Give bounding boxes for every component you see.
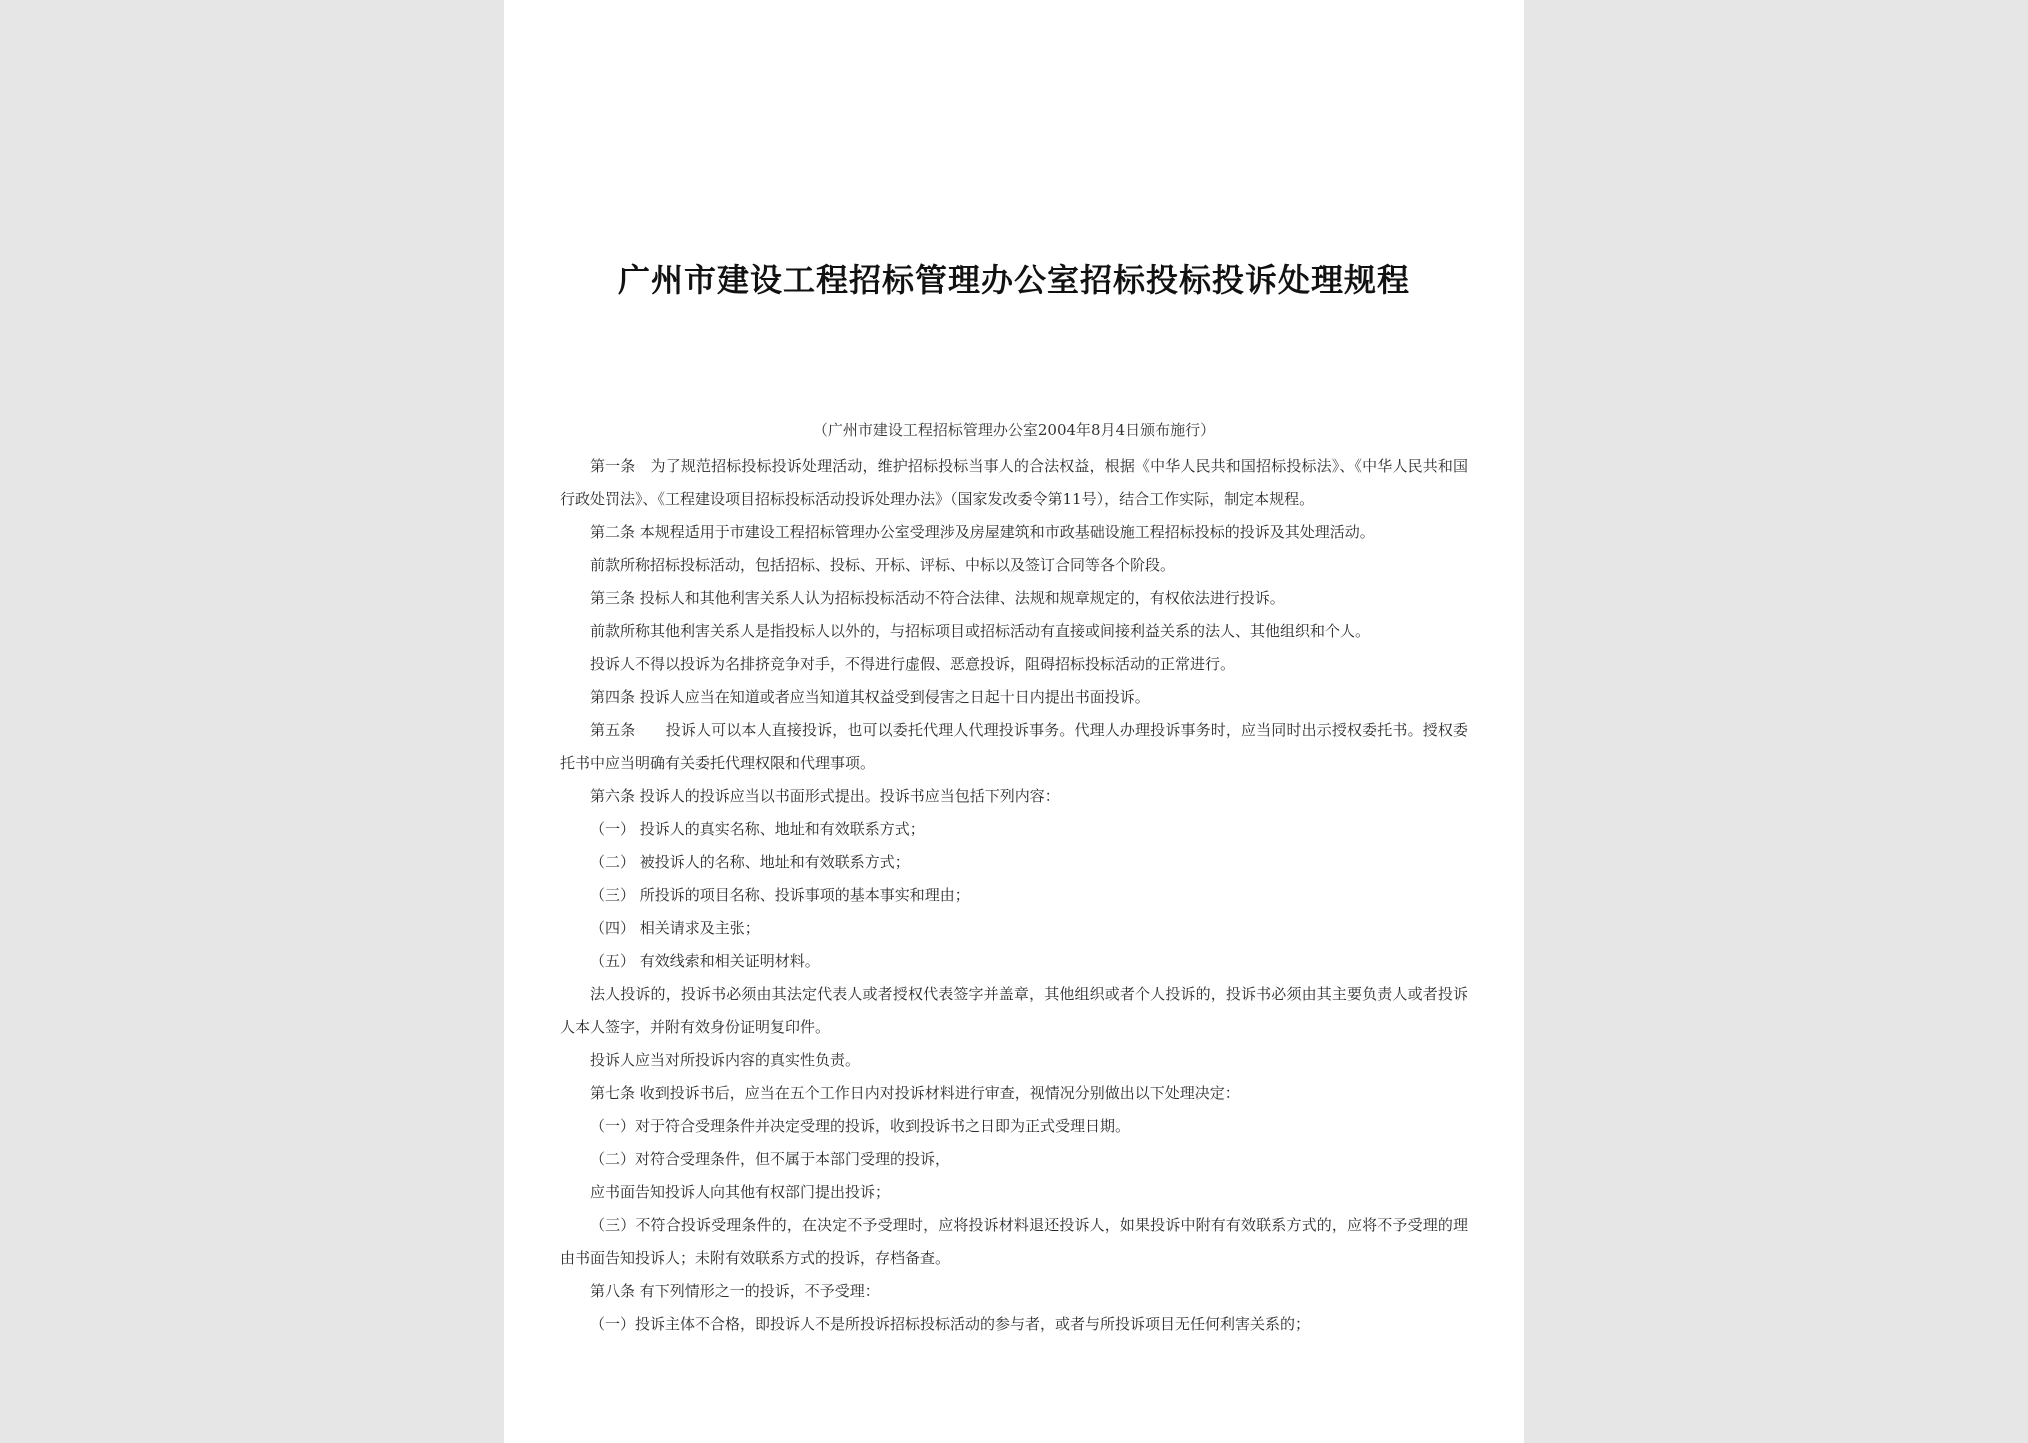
paragraph: 法人投诉的，投诉书必须由其法定代表人或者授权代表签字并盖章，其他组织或者个人投诉的，投诉书必须由其主要负责人或者投诉人本人签字，并附有效身份证明复印件。 xyxy=(560,985,1468,1036)
paragraph: 第七条 收到投诉书后，应当在五个工作日内对投诉材料进行审查，视情况分别做出以下处理决定： xyxy=(590,1084,1240,1102)
paragraph: （一）对于符合受理条件并决定受理的投诉，收到投诉书之日即为正式受理日期。 xyxy=(590,1117,1131,1135)
paragraph: 应书面告知投诉人向其他有权部门提出投诉； xyxy=(590,1183,891,1201)
paragraph: 投诉人应当对所投诉内容的真实性负责。 xyxy=(590,1051,861,1069)
paragraph: 第一条 为了规范招标投标投诉处理活动，维护招标投标当事人的合法权益，根据《中华人民共和国招标投标法》、《中华人民共和国行政处罚法》、《工程建设项目招标投标活动投诉处理办法》（国家发改委令第11号），结合工作实际，制定本规程。 xyxy=(560,457,1468,508)
paragraph: 第八条 有下列情形之一的投诉，不予受理： xyxy=(590,1282,880,1300)
paragraph: （二）对符合受理条件，但不属于本部门受理的投诉， xyxy=(590,1150,951,1168)
paragraph: 第二条 本规程适用于市建设工程招标管理办公室受理涉及房屋建筑和市政基础设施工程招标投标的投诉及其处理活动。 xyxy=(590,523,1375,541)
paragraph: 第五条 投诉人可以本人直接投诉，也可以委托代理人代理投诉事务。代理人办理投诉事务时，应当同时出示授权委托书。授权委托书中应当明确有关委托代理权限和代理事项。 xyxy=(560,721,1468,772)
paragraph: 第四条 投诉人应当在知道或者应当知道其权益受到侵害之日起十日内提出书面投诉。 xyxy=(590,688,1150,706)
paragraph: 投诉人不得以投诉为名排挤竞争对手，不得进行虚假、恶意投诉，阻碍招标投标活动的正常进行。 xyxy=(590,655,1236,673)
paragraph: （四） 相关请求及主张； xyxy=(590,919,760,937)
paragraph: 第三条 投标人和其他利害关系人认为招标投标活动不符合法律、法规和规章规定的，有权依法进行投诉。 xyxy=(590,589,1285,607)
document-page xyxy=(504,0,1524,1443)
paragraph: （三）不符合投诉受理条件的，在决定不予受理时，应将投诉材料退还投诉人，如果投诉中附有有效联系方式的，应将不予受理的理由书面告知投诉人；未附有效联系方式的投诉，存档备查。 xyxy=(560,1216,1468,1267)
paragraph: （三） 所投诉的项目名称、投诉事项的基本事实和理由； xyxy=(590,886,970,904)
paragraph: 前款所称其他利害关系人是指投标人以外的，与招标项目或招标活动有直接或间接利益关系的法人、其他组织和个人。 xyxy=(590,622,1371,640)
paragraph: 第六条 投诉人的投诉应当以书面形式提出。投诉书应当包括下列内容： xyxy=(590,787,1060,805)
document-subtitle: （广州市建设工程招标管理办公室2004年8月4日颁布施行） xyxy=(812,421,1216,439)
paragraph: （一） 投诉人的真实名称、地址和有效联系方式； xyxy=(590,820,925,838)
paragraph: （二） 被投诉人的名称、地址和有效联系方式； xyxy=(590,853,910,871)
document-title: 广州市建设工程招标管理办公室招标投标投诉处理规程 xyxy=(617,261,1410,299)
paragraph: （五） 有效线索和相关证明材料。 xyxy=(590,952,820,970)
paragraph: （一）投诉主体不合格，即投诉人不是所投诉招标投标活动的参与者，或者与所投诉项目无任何利害关系的； xyxy=(590,1315,1311,1333)
document-body xyxy=(560,450,1468,1341)
paragraph: 前款所称招标投标活动，包括招标、投标、开标、评标、中标以及签订合同等各个阶段。 xyxy=(590,556,1176,574)
